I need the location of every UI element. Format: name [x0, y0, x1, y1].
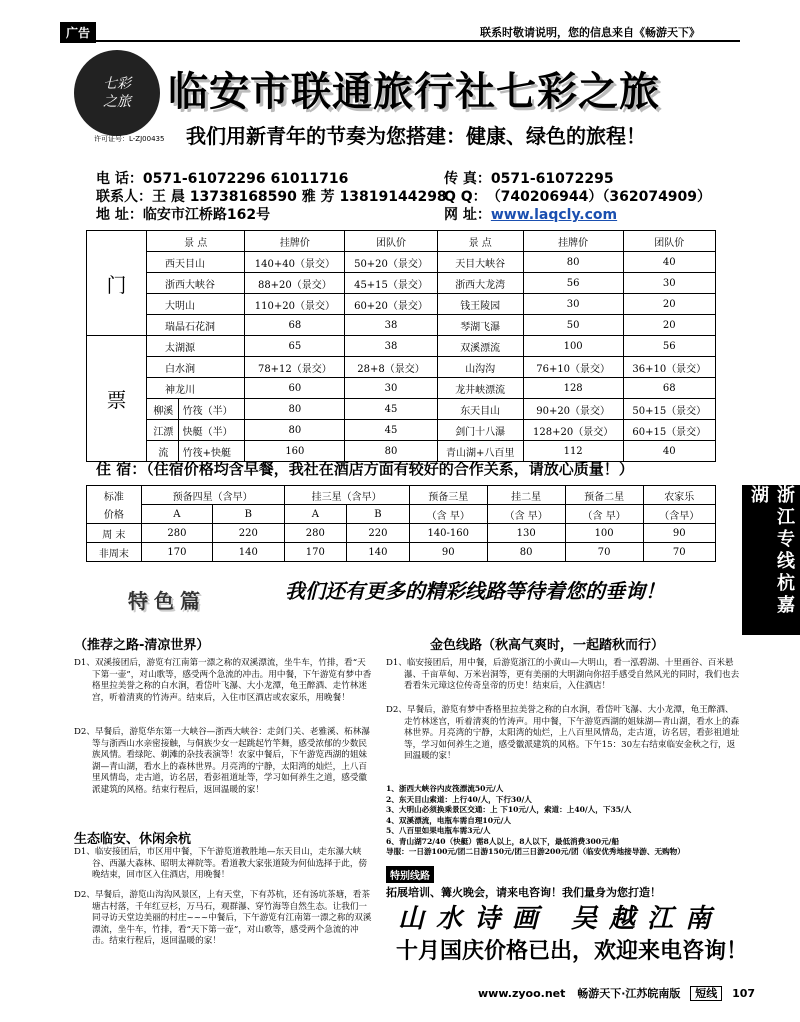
hotel-corner: 标准	[87, 486, 142, 505]
ticket-cell: 140+40（景交）	[245, 252, 345, 273]
ticket-cell: 68	[623, 378, 715, 399]
ticket-label: 门	[87, 231, 147, 336]
address-line	[96, 204, 270, 224]
route-1-day-2: D2、早餐后，游览华东第一大峡谷—浙西大峡谷：走剑门关、老雅溪、柘林瀑等与浙西山水亲密接触，与侗族少女一起跳起竹竿舞，感受浓郁的少数民族风情。看绿陀、剃滩的杂技表演等！农家中餐后，下午游览西湖的姐妹湖—青山湖，看水上的森林世界。月亮湾的宁静，太阳湾的灿烂，上八百里风情岛，走古道，访名居，看彭祖道址等，学习如何养生之道，感受徽派建筑的风格。结束行程后，返回温暖的家！	[74, 727, 370, 795]
hotel-table	[86, 485, 716, 562]
ticket-cell: 110+20（景交）	[245, 294, 345, 315]
ticket-header-cell: 挂牌价	[245, 231, 345, 252]
ticket-cell: 50+15（景交）	[623, 399, 715, 420]
person-value: 王 晨 13738168590 雅 芳 13819144298	[152, 189, 447, 205]
ticket-cell: 38	[345, 315, 437, 336]
scenery-calligraphy: 山水诗画 吴越江南	[398, 904, 724, 934]
top-note: 联系时敬请说明，您的信息来自《畅游天下》	[480, 26, 700, 39]
extra-fee-item: 6、青山湖72/40（快艇）需8人以上，8人以下，最低消费300元/船	[386, 836, 620, 846]
extra-fee-item: 1、浙西大峡谷内皮筏漂流50元/人	[386, 784, 504, 793]
ticket-header-cell: 景 点	[147, 231, 245, 252]
ticket-cell: 太湖源	[147, 336, 245, 357]
hotel-sub-cell: A	[284, 505, 347, 524]
ticket-cell: 40	[623, 441, 715, 462]
qq-line	[444, 186, 711, 206]
route-3-title: 金色线路（秋高气爽时，一起踏秋而行）	[430, 638, 665, 653]
route-1-day-1: D1、双溪接团后，游览有江南第一漂之称的双溪漂流，坐牛车，竹排，看“天下第一壶”，对山歌等，感受两个急流的冲击。用中餐，下午游览有梦中香格里拉美誉之称的白水涧，看岱叶飞瀑、大小龙潭，龟王醉酒、走竹林迷宫，听着清爽的竹涛声。结束后，入住市区酒店或农家乐，用晚餐！	[74, 658, 372, 703]
ticket-cell: 60+20（景交）	[345, 294, 437, 315]
hotel-sub-cell: B	[213, 505, 284, 524]
ticket-cell: 琴湖飞瀑	[437, 315, 523, 336]
extra-fee-item: 2、东天目山索道：上行40/人，下行30/人	[386, 794, 532, 804]
special-route-label: 特别线路	[386, 866, 434, 883]
ticket-cell: 60+15（景交）	[623, 420, 715, 441]
website-link[interactable]: www.laqcly.com	[490, 207, 618, 223]
ticket-cell: 双溪漂流	[437, 336, 523, 357]
hotel-cell: 90	[643, 524, 715, 543]
extra-fee-item: 导服：一日游100元/团二日游150元/团三日游200元/团（临安优秀地接导游、无购物）	[386, 847, 685, 856]
ticket-cell: 快艇（半）	[178, 420, 245, 441]
address-value: 临安市江桥路162号	[142, 207, 271, 223]
hotel-row	[87, 543, 716, 562]
rafting-label: 流	[147, 441, 179, 462]
rafting-label: 江漂	[147, 420, 179, 441]
person-label: 联系人：	[96, 189, 152, 205]
phone-value: 0571-61072296 61011716	[142, 171, 349, 187]
ticket-cell: 112	[523, 441, 623, 462]
hotel-header-cell: 预备三星	[409, 486, 487, 505]
hotel-sub-cell: （含早）	[643, 505, 715, 524]
ticket-cell: 68	[245, 315, 345, 336]
ticket-cell: 青山湖+八百里	[437, 441, 523, 462]
divider	[60, 40, 740, 42]
ticket-cell: 龙井峡漂流	[437, 378, 523, 399]
qq-value: （740206944）（362074909）	[486, 189, 712, 205]
slogan: 我们用新青年的节奏为您搭建：健康、绿色的旅程！	[186, 124, 646, 148]
price-announcement: 十月国庆价格已出，欢迎来电咨询！	[396, 938, 749, 964]
ticket-cell: 160	[245, 441, 345, 462]
hotel-cell: 280	[284, 524, 347, 543]
ticket-cell: 56	[523, 273, 623, 294]
ticket-cell: 38	[345, 336, 437, 357]
fax-label: 传 真：	[444, 171, 491, 187]
ticket-header-row	[87, 231, 716, 252]
ticket-cell: 20	[623, 315, 715, 336]
hotel-sub-cell: （含 早）	[565, 505, 643, 524]
ad-tag: 广告	[60, 22, 96, 43]
ticket-cell: 30	[345, 378, 437, 399]
hotel-sub-cell: （含 早）	[409, 505, 487, 524]
ticket-cell: 30	[623, 273, 715, 294]
hotel-cell: 周 末	[87, 524, 142, 543]
extra-fees-list	[386, 784, 741, 858]
hotel-cell: 100	[565, 524, 643, 543]
hotel-sub-cell: B	[347, 505, 410, 524]
hotel-cell: 220	[347, 524, 410, 543]
ticket-row	[87, 399, 716, 420]
address-label: 地 址：	[96, 207, 143, 223]
rafting-label: 柳溪	[147, 399, 179, 420]
fax-value: 0571-61072295	[490, 171, 614, 187]
ticket-row	[87, 357, 716, 378]
special-route-note: 拓展培训、篝火晚会，请来电咨询！我们量身为您打造！	[386, 886, 661, 899]
extra-fee-item: 4、双溪漂流，电瓶车需自理10元/人	[386, 815, 511, 825]
footer-section: 短线	[690, 986, 722, 1001]
ticket-cell: 56	[623, 336, 715, 357]
hotel-cell: 140-160	[409, 524, 487, 543]
ticket-cell: 45	[345, 420, 437, 441]
route-2-day-2: D2、早餐后，游览山沟沟风景区，上有天堂，下有苏杭，还有汤坑茶塘，看茶塘古村落，千年红豆杉，万马石，观群瀑、穿竹海等自然生态。让我们一同寻访天堂边美丽的村庄~~~中餐后，下午游览有江南第一漂之称的双溪漂流，坐牛车，竹排，看“天下第一壶”，对山歌等，感受两个急流的冲击。结束行程后，返回温暖的家！	[74, 890, 372, 946]
ticket-cell: 神龙川	[147, 378, 245, 399]
ticket-cell: 20	[623, 294, 715, 315]
ticket-cell: 78+12（景交）	[245, 357, 345, 378]
footer-site[interactable]: www.zyoo.net	[478, 987, 566, 1000]
ticket-cell: 76+10（景交）	[523, 357, 623, 378]
ticket-cell: 88+20（景交）	[245, 273, 345, 294]
hotel-header-row	[87, 486, 716, 505]
fax-line	[444, 168, 614, 188]
ticket-label: 票	[87, 336, 147, 462]
hotel-cell: 170	[284, 543, 347, 562]
hotel-subheader-row	[87, 505, 716, 524]
ticket-header-cell: 挂牌价	[523, 231, 623, 252]
ticket-row	[87, 252, 716, 273]
ticket-row	[87, 336, 716, 357]
hotel-cell: 80	[487, 543, 565, 562]
ticket-cell: 东天目山	[437, 399, 523, 420]
hotel-header-cell: 挂三星（含早）	[284, 486, 409, 505]
ticket-row	[87, 294, 716, 315]
ticket-row	[87, 378, 716, 399]
ticket-cell: 浙西大龙湾	[437, 273, 523, 294]
hotel-cell: 220	[213, 524, 284, 543]
extra-fee-item: 5、八百里如果电瓶车需3元/人	[386, 826, 491, 835]
ticket-cell: 65	[245, 336, 345, 357]
phone-label: 电 话：	[96, 171, 143, 187]
ticket-cell: 90+20（景交）	[523, 399, 623, 420]
footer-magazine: 畅游天下·江苏皖南版	[577, 987, 681, 1000]
route-2-day-1: D1、临安接团后，市区用中餐，下午游览道教胜地—东天目山，走东瀑大峡谷、西瀑大森林、昭明太禅院等。看道教大家张道陵为何仙选择于此，傍晚结束，回市区入住酒店，用晚餐！	[74, 847, 368, 880]
ticket-cell: 钱王陵园	[437, 294, 523, 315]
logo: 七彩 之旅	[74, 50, 160, 136]
more-routes-banner: 我们还有更多的精彩线路等待着您的垂询！	[285, 579, 665, 603]
ticket-header-cell: 团队价	[623, 231, 715, 252]
route-2-title: 生态临安、休闲余杭	[74, 832, 192, 847]
hotel-header-cell: 预备二星	[565, 486, 643, 505]
ticket-cell: 大明山	[147, 294, 245, 315]
ticket-cell: 竹筏（半）	[178, 399, 245, 420]
hotel-cell: 70	[565, 543, 643, 562]
ticket-cell: 80	[345, 441, 437, 462]
web-label: 网 址：	[444, 207, 491, 223]
hotel-corner: 价格	[87, 505, 142, 524]
ticket-cell: 45	[345, 399, 437, 420]
hotel-cell: 90	[409, 543, 487, 562]
route-3-day-2: D2、早餐后，游览有梦中香格里拉美誉之称的白水涧，看岱叶飞瀑、大小龙潭，龟王醉酒、走竹林迷宫，听着清爽的竹涛声。用中餐，下午游览西湖的姐妹湖—青山湖，看水上的森林世界。月亮湾的宁静，太阳湾的灿烂，上八百里风情岛，走古道，访名居，看彭祖道址等，学习如何养生之道，感受徽派建筑的风格。下午15：30左右结束临安金秋之行，返回温暖的家！	[386, 705, 740, 761]
person-line	[96, 186, 447, 206]
ticket-cell: 36+10（景交）	[623, 357, 715, 378]
hotel-row	[87, 524, 716, 543]
ticket-table	[86, 230, 716, 462]
phone-line	[96, 168, 348, 188]
ticket-cell: 80	[245, 399, 345, 420]
qq-label: Q Q：	[444, 189, 487, 205]
ticket-header-cell: 团队价	[345, 231, 437, 252]
hotel-cell: 280	[141, 524, 212, 543]
ticket-cell: 浙西大峡谷	[147, 273, 245, 294]
hotel-cell: 非周末	[87, 543, 142, 562]
ticket-cell: 50+20（景交）	[345, 252, 437, 273]
hotel-header-cell: 农家乐	[643, 486, 715, 505]
hotel-header-cell: 挂二星	[487, 486, 565, 505]
hotel-sub-cell: （含 早）	[487, 505, 565, 524]
hotel-cell: 130	[487, 524, 565, 543]
ticket-header-cell: 景 点	[437, 231, 523, 252]
ticket-row	[87, 315, 716, 336]
top-bar	[0, 0, 800, 40]
ticket-row	[87, 273, 716, 294]
ticket-cell: 28+8（景交）	[345, 357, 437, 378]
hotel-header-cell: 预备四星（含早）	[141, 486, 284, 505]
ticket-cell: 瑞晶石花洞	[147, 315, 245, 336]
ticket-cell: 白水涧	[147, 357, 245, 378]
hotel-cell: 70	[643, 543, 715, 562]
ticket-cell: 山沟沟	[437, 357, 523, 378]
ticket-cell: 128+20（景交）	[523, 420, 623, 441]
ticket-cell: 80	[245, 420, 345, 441]
route-1-title: （推荐之路-清凉世界）	[74, 638, 210, 653]
hotel-cell: 140	[347, 543, 410, 562]
extra-fee-item: 3、大明山必须换乘景区交通：上 下10元/人，索道：上40/人，下35/人	[386, 805, 632, 814]
agency-title: 临安市联通旅行社七彩之旅	[168, 68, 660, 115]
ticket-cell: 80	[523, 252, 623, 273]
ticket-cell: 剑门十八瀑	[437, 420, 523, 441]
hotel-cell: 170	[141, 543, 212, 562]
ticket-cell: 40	[623, 252, 715, 273]
ticket-cell: 128	[523, 378, 623, 399]
ticket-cell: 45+15（景交）	[345, 273, 437, 294]
ticket-cell: 竹筏+快艇	[178, 441, 245, 462]
feature-title: 特色篇	[128, 589, 206, 613]
route-3-day-1: D1、临安接团后，用中餐，后游览浙江的小黄山—大明山，看一泓碧湖、十里画谷、百米悬瀑、千亩草甸、万米岩洞等，更有美丽的大明湖向你招手感受自然风光的同时，我们也去看看朱元璋这位传奇皇帝的历史！结束后，入住酒店！	[386, 658, 740, 691]
hotel-sub-cell: A	[141, 505, 212, 524]
ticket-cell: 30	[523, 294, 623, 315]
page-number: 107	[732, 987, 756, 1000]
ticket-cell: 天目大峡谷	[437, 252, 523, 273]
lodging-heading: 住 宿：（住宿价格均含早餐，我社在酒店方面有较好的合作关系，请放心质量！）	[96, 460, 634, 478]
section-sidebar: 浙江专线杭嘉湖	[742, 485, 800, 635]
ticket-cell: 50	[523, 315, 623, 336]
ticket-cell: 60	[245, 378, 345, 399]
ticket-row	[87, 420, 716, 441]
web-line	[444, 204, 617, 224]
license-number: 许可证号：L-ZJ00435	[94, 135, 165, 143]
hotel-cell: 140	[213, 543, 284, 562]
ticket-cell: 100	[523, 336, 623, 357]
page-footer	[478, 985, 755, 1001]
ticket-cell: 西天目山	[147, 252, 245, 273]
